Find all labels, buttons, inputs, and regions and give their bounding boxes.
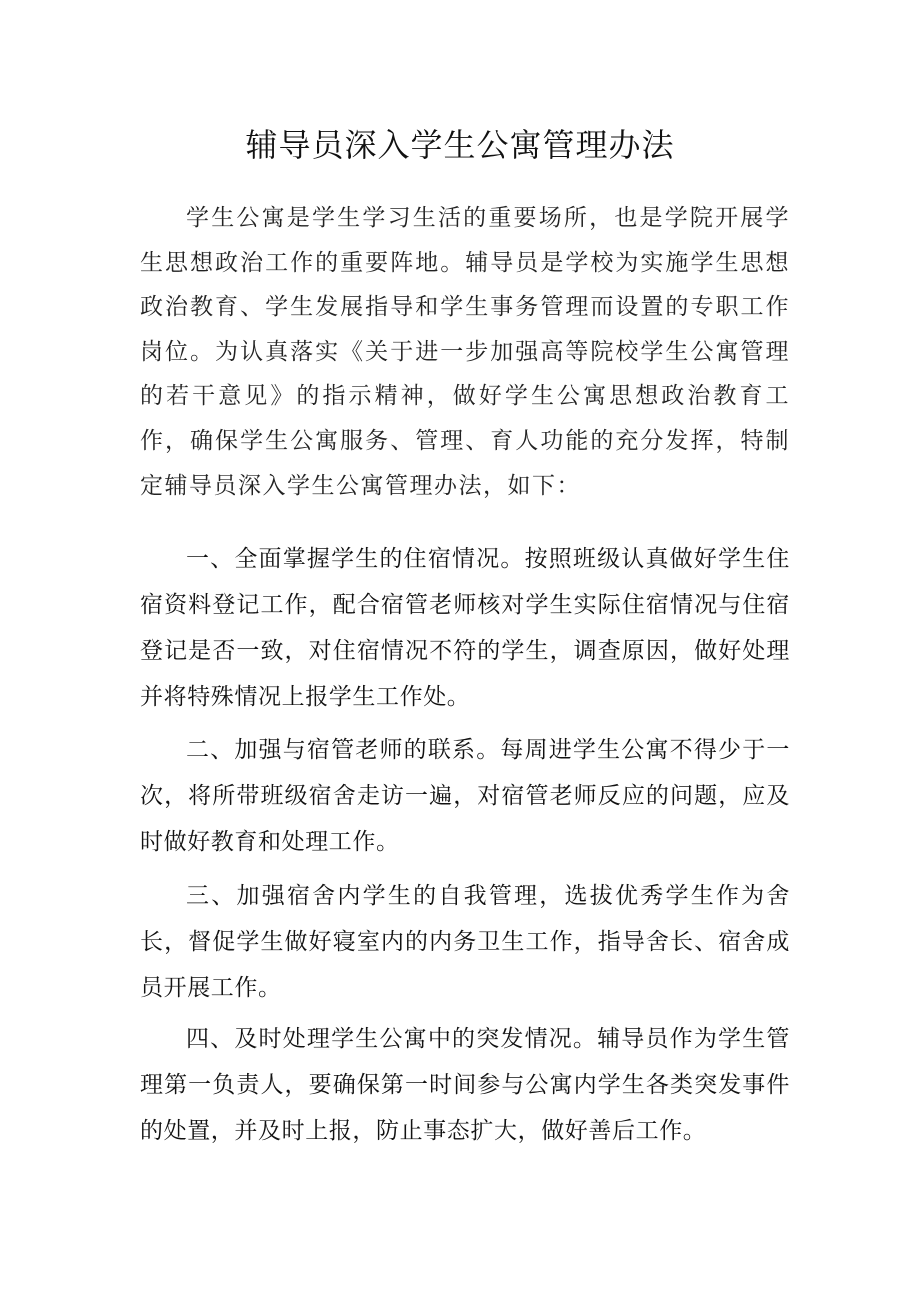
article-1-paragraph: 一、全面掌握学生的住宿情况。按照班级认真做好学生住宿资料登记工作，配合宿管老师核对学生实际住宿情况与住宿登记是否一致，对住宿情况不符的学生，调查原因，做好处理并将特殊情况上报学生工作处。: [140, 546, 790, 710]
article-4-paragraph: 四、及时处理学生公寓中的突发情况。辅导员作为学生管理第一负责人，要确保第一时间参与公寓内学生各类突发事件的处置，并及时上报，防止事态扩大，做好善后工作。: [140, 1026, 790, 1144]
intro-paragraph: 学生公寓是学生学习生活的重要场所，也是学院开展学生思想政治工作的重要阵地。辅导员是学校为实施学生思想政治教育、学生发展指导和学生事务管理而设置的专职工作岗位。为认真落实《关于进一步加强高等院校学生公寓管理的若干意见》的指示精神，做好学生公寓思想政治教育工作，确保学生公寓服务、管理、育人功能的充分发挥，特制定辅导员深入学生公寓管理办法，如下：: [140, 205, 790, 499]
article-2-paragraph: 二、加强与宿管老师的联系。每周进学生公寓不得少于一次，将所带班级宿舍走访一遍，对宿管老师反应的问题，应及时做好教育和处理工作。: [140, 737, 790, 855]
document-title: 辅导员深入学生公寓管理办法: [245, 126, 675, 164]
article-3-paragraph: 三、加强宿舍内学生的自我管理，选拔优秀学生作为舍长，督促学生做好寝室内的内务卫生工作，指导舍长、宿舍成员开展工作。: [140, 883, 790, 1001]
